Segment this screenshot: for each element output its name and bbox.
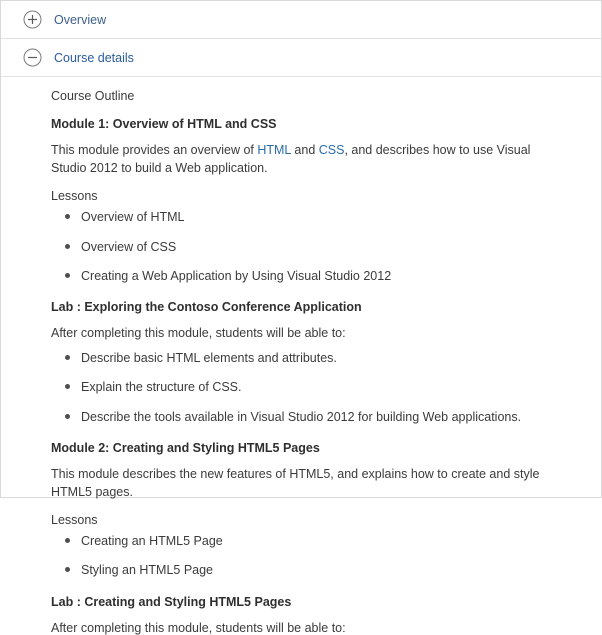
objectives-list xyxy=(51,350,581,425)
course-details-panel xyxy=(1,77,601,635)
lessons-label: Lessons xyxy=(51,189,98,204)
module-description-part: This module provides an overview of xyxy=(51,143,258,157)
list-item: Overview of CSS xyxy=(51,239,581,255)
module-description xyxy=(51,141,561,177)
accordion-label-course-details[interactable]: Course details xyxy=(54,50,134,65)
module-description-part: , and describes how to use Visual Studio 2012 to build a Web application. xyxy=(51,143,531,176)
objectives-intro: After completing this module, students will be able to: xyxy=(51,326,346,340)
list-item: Describe the tools available in Visual Studio 2012 for building Web applications. xyxy=(51,409,581,425)
list-item: Styling an HTML5 Page xyxy=(51,562,581,578)
list-item: Explain the structure of CSS. xyxy=(51,379,581,395)
list-item: Overview of HTML xyxy=(51,209,581,225)
lessons-list xyxy=(51,209,581,284)
module-heading: Module 2: Creating and Styling HTML5 Pages xyxy=(51,440,320,455)
list-item: Creating an HTML5 Page xyxy=(51,533,581,549)
list-item: Describe basic HTML elements and attributes. xyxy=(51,350,581,366)
lab-heading: Lab : Exploring the Contoso Conference Application xyxy=(51,300,362,314)
lessons-label: Lessons xyxy=(51,513,98,527)
accordion-header-course-details[interactable] xyxy=(1,39,601,77)
module-description-keyword: CSS xyxy=(318,143,345,157)
module-description-keyword: HTML xyxy=(257,143,291,157)
objectives-intro: After completing this module, students will be able to: xyxy=(51,620,346,635)
course-outline-title: Course Outline xyxy=(51,89,135,103)
lab-heading: Lab : Creating and Styling HTML5 Pages xyxy=(51,594,292,609)
lessons-list xyxy=(51,533,581,579)
module-description-part: and xyxy=(290,143,319,157)
plus-circle-icon[interactable] xyxy=(23,10,42,29)
list-item: Creating a Web Application by Using Visual Studio 2012 xyxy=(51,268,581,284)
accordion-label-overview[interactable]: Overview xyxy=(54,12,107,27)
module-description: This module describes the new features of HTML5, and explains how to create and style HTML5 pages. xyxy=(51,466,540,499)
minus-circle-icon[interactable] xyxy=(23,48,42,67)
module-heading: Module 1: Overview of HTML and CSS xyxy=(51,117,277,131)
accordion-header-overview[interactable] xyxy=(1,1,601,39)
